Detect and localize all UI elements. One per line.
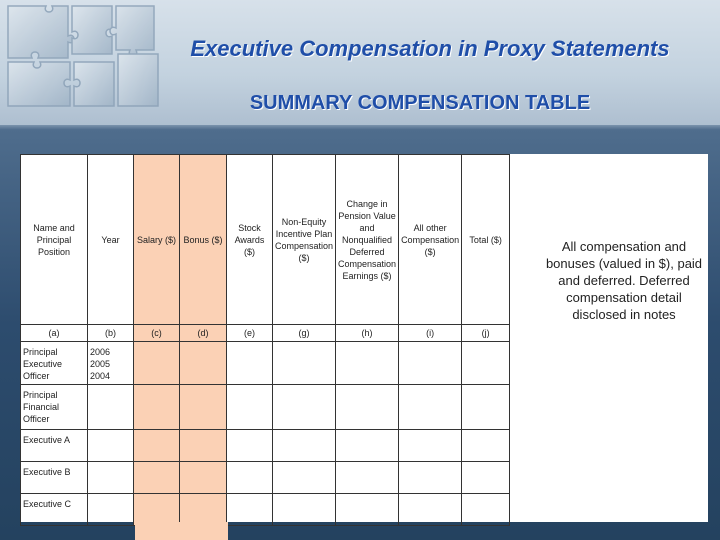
- column-letter: (e): [227, 325, 273, 342]
- table-cell: [134, 462, 180, 494]
- table-row: [21, 462, 510, 494]
- note-box: [540, 154, 708, 522]
- column-letter: (h): [336, 325, 399, 342]
- table-cell: [399, 462, 462, 494]
- page-title: Executive Compensation in Proxy Statements: [190, 36, 670, 61]
- column-header: All other Compensation ($): [399, 155, 462, 325]
- column-header: Name and Principal Position: [21, 155, 88, 325]
- highlight-column-extension: [135, 522, 228, 540]
- table-cell: [399, 342, 462, 385]
- table-row: [21, 342, 510, 385]
- column-header: Salary ($): [134, 155, 180, 325]
- summary-compensation-table: [20, 154, 510, 526]
- table-cell: [462, 342, 510, 385]
- column-letter: (d): [180, 325, 227, 342]
- row-name: Principal Financial Officer: [21, 385, 88, 430]
- row-year: [88, 385, 134, 430]
- table-cell: [462, 462, 510, 494]
- column-letters-row: [21, 325, 510, 342]
- table-cell: [273, 430, 336, 462]
- table-cell: [462, 430, 510, 462]
- table-cell: [336, 462, 399, 494]
- table-cell: [462, 494, 510, 526]
- row-year: [88, 494, 134, 526]
- row-name: Executive B: [21, 462, 88, 494]
- column-letter: (c): [134, 325, 180, 342]
- table-cell: [336, 385, 399, 430]
- table-cell: [180, 342, 227, 385]
- table-cell: [273, 342, 336, 385]
- table-cell: [134, 494, 180, 526]
- column-header: Bonus ($): [180, 155, 227, 325]
- table-cell: [134, 430, 180, 462]
- table-cell: [227, 430, 273, 462]
- table-row: [21, 385, 510, 430]
- note-text: All compensation and bonuses (valued in $), paid and deferred. Deferred compensation detail disclosed in notes: [545, 239, 703, 322]
- table-cell: [399, 385, 462, 430]
- column-letter: (a): [21, 325, 88, 342]
- page-subtitle: SUMMARY COMPENSATION TABLE: [249, 92, 591, 114]
- column-header: Change in Pension Value and Nonqualified Deferred Compensation Earnings ($): [336, 155, 399, 325]
- table-cell: [227, 385, 273, 430]
- column-letter: (i): [399, 325, 462, 342]
- table-cell: [134, 342, 180, 385]
- table-cell: [227, 494, 273, 526]
- table-cell: [336, 494, 399, 526]
- table-cell: [273, 494, 336, 526]
- table-cell: [180, 430, 227, 462]
- column-header: Total ($): [462, 155, 510, 325]
- table-header-row: [21, 155, 510, 325]
- row-name: Principal Executive Officer: [21, 342, 88, 385]
- table-cell: [273, 462, 336, 494]
- table-cell: [462, 385, 510, 430]
- column-letter: (g): [273, 325, 336, 342]
- table-row: [21, 494, 510, 526]
- column-letter: (j): [462, 325, 510, 342]
- row-year: [88, 430, 134, 462]
- column-header: Stock Awards ($): [227, 155, 273, 325]
- table-row: [21, 430, 510, 462]
- column-header: Non-Equity Incentive Plan Compensation ($): [273, 155, 336, 325]
- table-cell: [134, 385, 180, 430]
- table-cell: [180, 494, 227, 526]
- summary-table-area: [20, 154, 708, 522]
- row-year: [88, 462, 134, 494]
- row-name: Executive A: [21, 430, 88, 462]
- row-year: 2006 2005 2004: [88, 342, 134, 385]
- table-cell: [399, 430, 462, 462]
- table-cell: [180, 462, 227, 494]
- row-name: Executive C: [21, 494, 88, 526]
- table-cell: [180, 385, 227, 430]
- column-header: Year: [88, 155, 134, 325]
- column-letter: (b): [88, 325, 134, 342]
- table-cell: [336, 342, 399, 385]
- table-cell: [227, 342, 273, 385]
- table-cell: [273, 385, 336, 430]
- table-cell: [399, 494, 462, 526]
- table-cell: [227, 462, 273, 494]
- table-cell: [336, 430, 399, 462]
